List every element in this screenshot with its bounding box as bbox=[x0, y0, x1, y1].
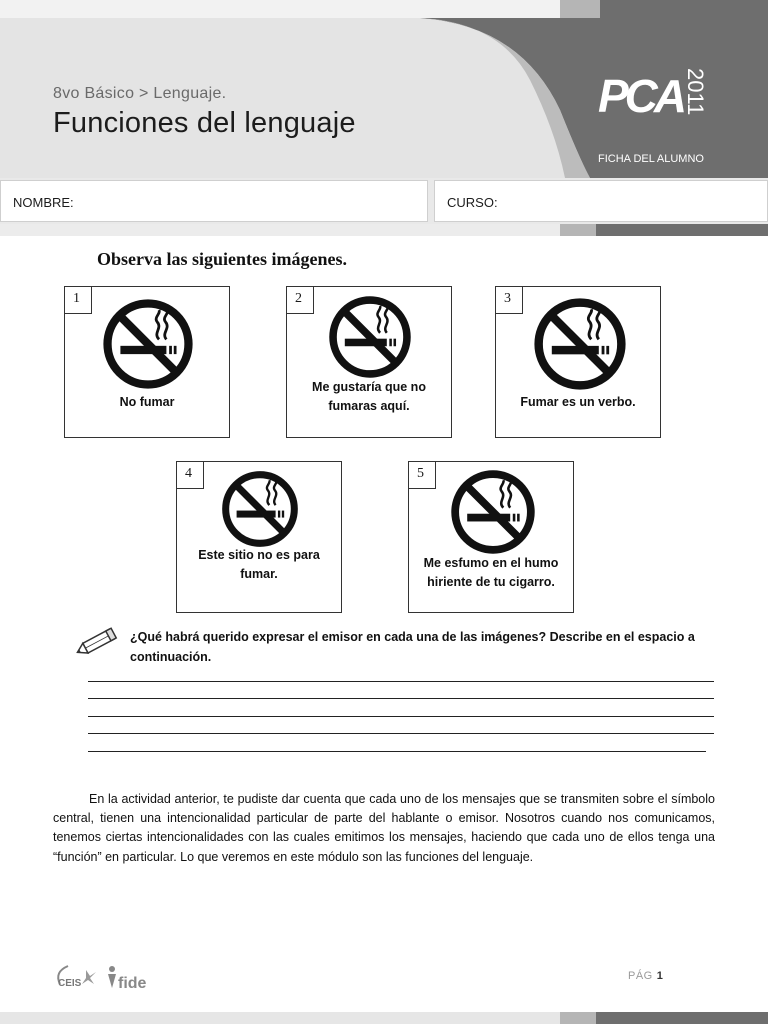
answer-line[interactable] bbox=[88, 681, 714, 682]
nombre-label: NOMBRE: bbox=[13, 195, 74, 210]
card-number: 1 bbox=[64, 286, 92, 314]
card-number: 3 bbox=[495, 286, 523, 314]
fide-text: fide bbox=[118, 975, 147, 992]
answer-line[interactable] bbox=[88, 751, 706, 752]
footer-bar bbox=[0, 1012, 768, 1024]
question-text: ¿Qué habrá querido expresar el emisor en cada una de las imágenes? Describe en el espacio a continuación. bbox=[130, 630, 695, 664]
page-indicator bbox=[628, 970, 663, 982]
page-title: Funciones del lenguaje bbox=[53, 107, 356, 139]
logo-text: PCA bbox=[598, 70, 684, 122]
card-number: 4 bbox=[176, 461, 204, 489]
curso-field[interactable] bbox=[434, 180, 768, 222]
page-number: 1 bbox=[656, 970, 664, 982]
image-card-4 bbox=[176, 461, 342, 613]
breadcrumb: 8vo Básico > Lenguaje. bbox=[53, 85, 227, 102]
no-smoking-icon bbox=[221, 469, 299, 549]
ceis-text: CEIS bbox=[58, 978, 82, 989]
card-number: 2 bbox=[286, 286, 314, 314]
logo-subtitle: FICHA DEL ALUMNO bbox=[598, 153, 704, 165]
card-caption: Fumar es un verbo. bbox=[520, 395, 636, 409]
answer-line[interactable] bbox=[88, 733, 714, 734]
answer-line[interactable] bbox=[88, 716, 714, 717]
body-paragraph: En la actividad anterior, te pudiste dar cuenta que cada uno de los mensajes que se transmiten sobre el símbolo central, tienen una intencionalidad particular de parte del hablante o emisor. Nosotros cuando nos comunicamos, tenemos ciertas intencionalidades con las cuales emitimos los mensajes, haciendo que cada uno de ellos tenga una “función” en particular. Lo que veremos en este módulo son las funciones del lenguaje. bbox=[53, 792, 715, 864]
card-caption: No fumar bbox=[119, 395, 175, 409]
logo-year: 2011 bbox=[683, 68, 708, 116]
footer-logos bbox=[52, 958, 162, 999]
pca-logo bbox=[590, 58, 710, 170]
card-caption: Me esfumo en el humo hiriente de tu cigarro. bbox=[423, 556, 559, 589]
card-caption: Me gustaría que no fumaras aquí. bbox=[312, 380, 426, 413]
fide-logo bbox=[108, 966, 147, 992]
no-smoking-icon bbox=[328, 295, 412, 379]
curso-label: CURSO: bbox=[447, 195, 498, 210]
card-number: 5 bbox=[408, 461, 436, 489]
ceis-logo bbox=[58, 966, 96, 989]
instruction-heading: Observa las siguientes imágenes. bbox=[97, 249, 347, 269]
card-caption: Este sitio no es para fumar. bbox=[198, 548, 320, 581]
no-smoking-icon bbox=[450, 469, 536, 555]
page-label: PÁG bbox=[628, 970, 653, 982]
no-smoking-icon bbox=[102, 295, 194, 393]
image-card-5 bbox=[408, 461, 574, 613]
nombre-field[interactable] bbox=[0, 180, 428, 222]
image-card-1 bbox=[64, 286, 230, 438]
answer-line[interactable] bbox=[88, 698, 714, 699]
pencil-icon bbox=[74, 624, 122, 660]
image-card-2 bbox=[286, 286, 452, 438]
no-smoking-icon bbox=[533, 295, 627, 393]
image-card-3 bbox=[495, 286, 661, 438]
